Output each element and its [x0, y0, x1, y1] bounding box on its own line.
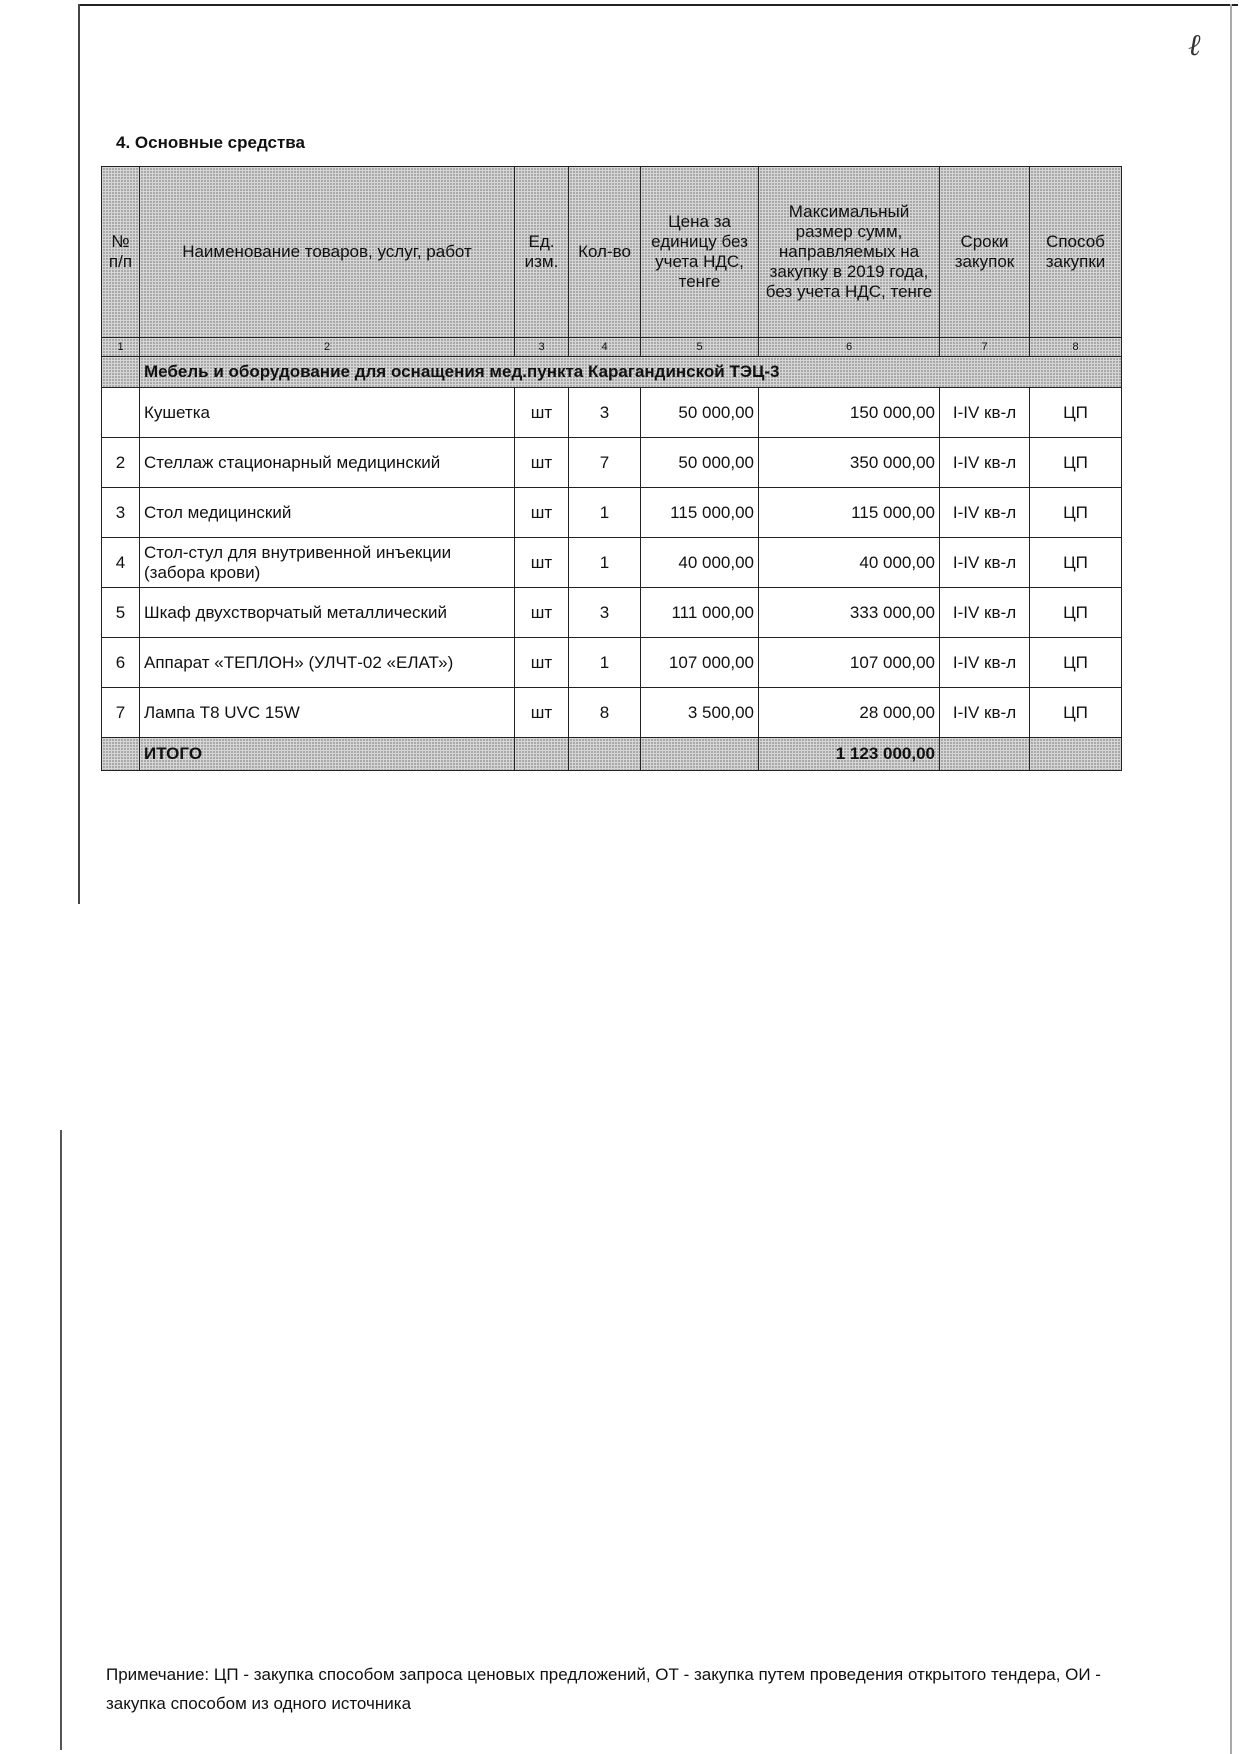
row-term: I-IV кв-л: [940, 438, 1030, 488]
column-number: 1: [102, 338, 140, 357]
footnote: Примечание: ЦП - закупка способом запроса ценовых предложений, ОТ - закупка путем проведения открытого тендера, ОИ - закупка способом из одного источника: [106, 1665, 1101, 1713]
total-empty-cell: [940, 738, 1030, 771]
row-unit: шт: [515, 638, 569, 688]
row-unit: шт: [515, 438, 569, 488]
row-price: 40 000,00: [641, 538, 759, 588]
column-number: 6: [759, 338, 940, 357]
row-unit: шт: [515, 688, 569, 738]
row-qty: 1: [569, 538, 641, 588]
header-unit: Ед. изм.: [515, 167, 569, 338]
scan-edge-left-lower: [60, 1130, 62, 1750]
handwritten-initial: ℓ: [1188, 28, 1201, 63]
table-row: [102, 588, 1122, 638]
row-method: ЦП: [1030, 638, 1122, 688]
row-sum: 150 000,00: [759, 388, 940, 438]
header-term: Сроки закупок: [940, 167, 1030, 338]
total-empty-cell: [102, 738, 140, 771]
total-empty-cell: [641, 738, 759, 771]
header-price: Цена за единицу без учета НДС, тенге: [641, 167, 759, 338]
total-row: [102, 738, 1122, 771]
table-row: [102, 538, 1122, 588]
row-method: ЦП: [1030, 588, 1122, 638]
table-row: [102, 688, 1122, 738]
row-price: 3 500,00: [641, 688, 759, 738]
column-number: 3: [515, 338, 569, 357]
header-row: [102, 167, 1122, 338]
row-num: 2: [102, 438, 140, 488]
total-empty-cell: [1030, 738, 1122, 771]
row-num: 3: [102, 488, 140, 538]
row-term: I-IV кв-л: [940, 638, 1030, 688]
column-number-row: [102, 338, 1122, 357]
total-label: ИТОГО: [140, 738, 515, 771]
row-method: ЦП: [1030, 388, 1122, 438]
row-unit: шт: [515, 388, 569, 438]
row-method: ЦП: [1030, 538, 1122, 588]
row-name: Аппарат «ТЕПЛОН» (УЛЧТ-02 «ЕЛАТ»): [140, 638, 515, 688]
row-term: I-IV кв-л: [940, 488, 1030, 538]
group-row: [102, 357, 1122, 388]
row-qty: 3: [569, 588, 641, 638]
group-empty-cell: [102, 357, 140, 388]
table-row: [102, 638, 1122, 688]
row-unit: шт: [515, 538, 569, 588]
row-method: ЦП: [1030, 438, 1122, 488]
row-qty: 8: [569, 688, 641, 738]
header-name: Наименование товаров, услуг, работ: [140, 167, 515, 338]
row-qty: 1: [569, 488, 641, 538]
column-number: 4: [569, 338, 641, 357]
total-sum: 1 123 000,00: [759, 738, 940, 771]
table-row: [102, 488, 1122, 538]
column-number: 7: [940, 338, 1030, 357]
row-name: Лампа Т8 UVC 15W: [140, 688, 515, 738]
row-num: 6: [102, 638, 140, 688]
row-sum: 115 000,00: [759, 488, 940, 538]
row-name: Стол-стул для внутривенной инъекции (забора крови): [140, 538, 515, 588]
header-num: № п/п: [102, 167, 140, 338]
header-qty: Кол-во: [569, 167, 641, 338]
header-sum: Максимальный размер сумм, направляемых на закупку в 2019 года, без учета НДС, тенге: [759, 167, 940, 338]
row-name: Кушетка: [140, 388, 515, 438]
scan-edge-top: [78, 4, 1238, 6]
group-title: Мебель и оборудование для оснащения мед.пункта Карагандинской ТЭЦ-3: [140, 357, 1122, 388]
row-sum: 333 000,00: [759, 588, 940, 638]
total-empty-cell: [569, 738, 641, 771]
scan-edge-left: [78, 4, 80, 904]
column-number: 8: [1030, 338, 1122, 357]
row-name: Шкаф двухстворчатый металлический: [140, 588, 515, 638]
row-term: I-IV кв-л: [940, 538, 1030, 588]
section-title: 4. Основные средства: [116, 133, 305, 152]
row-sum: 28 000,00: [759, 688, 940, 738]
scan-edge-right: [1230, 4, 1232, 1754]
row-price: 107 000,00: [641, 638, 759, 688]
column-number: 2: [140, 338, 515, 357]
total-empty-cell: [515, 738, 569, 771]
row-price: 111 000,00: [641, 588, 759, 638]
row-sum: 107 000,00: [759, 638, 940, 688]
row-num: [102, 388, 140, 438]
row-term: I-IV кв-л: [940, 588, 1030, 638]
table-row: [102, 388, 1122, 438]
row-qty: 7: [569, 438, 641, 488]
row-method: ЦП: [1030, 688, 1122, 738]
row-price: 50 000,00: [641, 388, 759, 438]
row-price: 115 000,00: [641, 488, 759, 538]
table-row: [102, 438, 1122, 488]
row-name: Стеллаж стационарный медицинский: [140, 438, 515, 488]
row-name: Стол медицинский: [140, 488, 515, 538]
row-method: ЦП: [1030, 488, 1122, 538]
row-num: 4: [102, 538, 140, 588]
row-unit: шт: [515, 588, 569, 638]
row-unit: шт: [515, 488, 569, 538]
column-number: 5: [641, 338, 759, 357]
row-price: 50 000,00: [641, 438, 759, 488]
header-method: Способ закупки: [1030, 167, 1122, 338]
row-term: I-IV кв-л: [940, 388, 1030, 438]
row-sum: 40 000,00: [759, 538, 940, 588]
row-num: 7: [102, 688, 140, 738]
row-sum: 350 000,00: [759, 438, 940, 488]
row-qty: 3: [569, 388, 641, 438]
procurement-table: [101, 166, 1122, 771]
row-num: 5: [102, 588, 140, 638]
row-term: I-IV кв-л: [940, 688, 1030, 738]
row-qty: 1: [569, 638, 641, 688]
